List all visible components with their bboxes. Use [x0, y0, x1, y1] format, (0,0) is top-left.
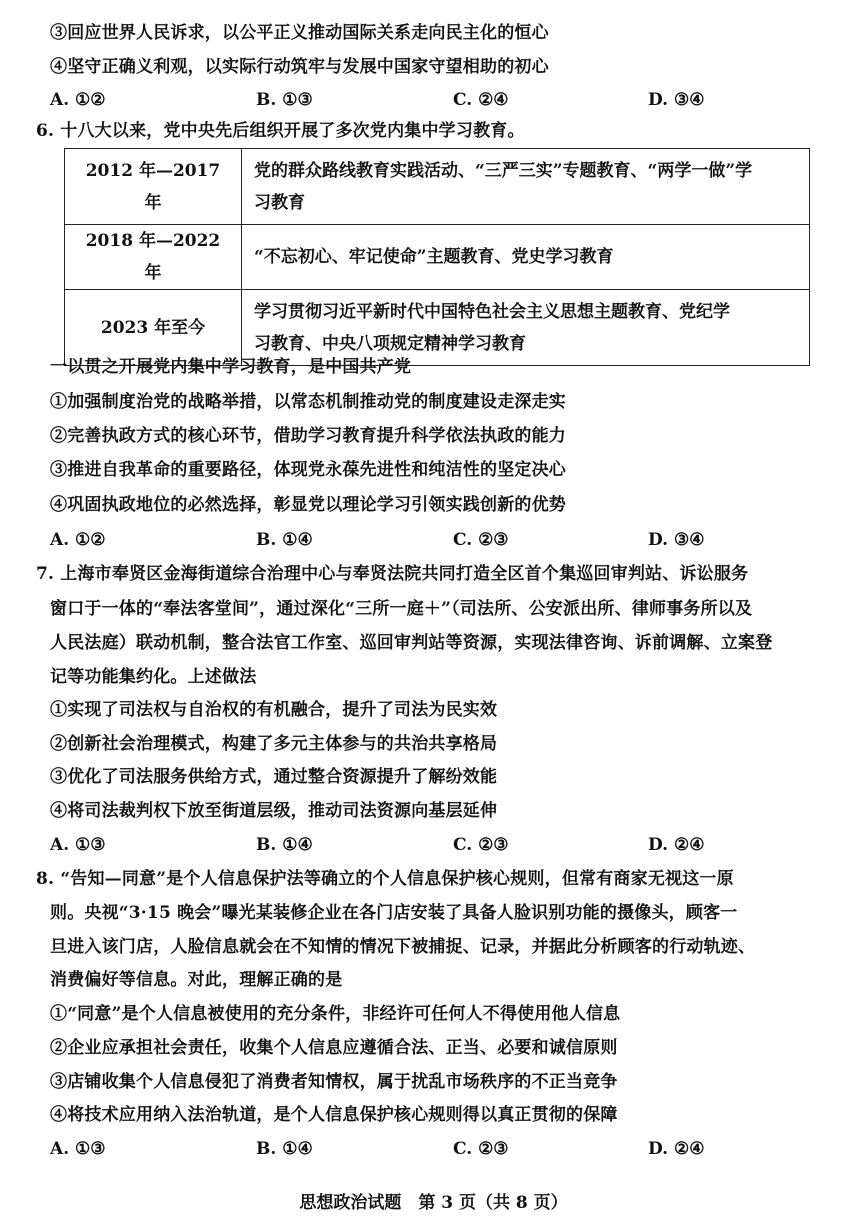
- q7-item-1: ①实现了司法权与自治权的有机融合，提升了司法为民实效: [50, 700, 498, 720]
- table-cell-period: 2012 年—2017 年: [65, 149, 242, 225]
- q5-item-4: ④坚守正确义利观，以实际行动筑牢与发展中国家守望相助的初心: [50, 57, 549, 77]
- q8-option-b[interactable]: B. ①④: [256, 1139, 313, 1159]
- q6-item-4: ④巩固执政地位的必然选择，彰显党以理论学习引领实践创新的优势: [50, 495, 566, 515]
- q8-item-2: ②企业应承担社会责任，收集个人信息应遵循合法、正当、必要和诚信原则: [50, 1038, 618, 1058]
- q7-option-d[interactable]: D. ②④: [648, 835, 705, 855]
- table-cell-line: “不忘初心、牢记使命”主题教育、党史学习教育: [254, 247, 614, 267]
- q7-item-3: ③优化了司法服务供给方式，通过整合资源提升了解纷效能: [50, 767, 498, 787]
- q7-stem-line-4: 记等功能集约化。上述做法: [50, 667, 257, 687]
- table-row: [65, 149, 810, 225]
- q7-option-c[interactable]: C. ②③: [453, 835, 509, 855]
- q7-option-a[interactable]: A. ①③: [50, 835, 106, 855]
- q6-option-c[interactable]: C. ②③: [453, 530, 509, 550]
- q8-options: [50, 1137, 810, 1161]
- q6-option-a[interactable]: A. ①②: [50, 530, 106, 550]
- table-cell-line: 习教育、中央八项规定精神学习教育: [254, 333, 526, 354]
- q5-option-b[interactable]: B. ①③: [256, 90, 313, 110]
- table-cell-line: 学习贯彻习近平新时代中国特色社会主义思想主题教育、党纪学: [254, 301, 730, 322]
- q7-option-b[interactable]: B. ①④: [256, 835, 313, 855]
- q8-item-1: ①“同意”是个人信息被使用的充分条件，非经许可任何人不得使用他人信息: [50, 1004, 621, 1024]
- q6-options: [50, 528, 810, 552]
- q6-item-1: ①加强制度治党的战略举措，以常态机制推动党的制度建设走深走实: [50, 392, 566, 412]
- q8-option-a[interactable]: A. ①③: [50, 1139, 106, 1159]
- q6-table: [64, 148, 810, 366]
- table-cell-line: 党的群众路线教育实践活动、“三严三实”专题教育、“两学一做”学: [254, 160, 753, 181]
- q5-options: [50, 88, 810, 112]
- q5-option-c[interactable]: C. ②④: [453, 90, 509, 110]
- q8-item-4: ④将技术应用纳入法治轨道，是个人信息保护核心规则得以真正贯彻的保障: [50, 1105, 618, 1125]
- q8-option-d[interactable]: D. ②④: [648, 1139, 705, 1159]
- q6-lead: 一以贯之开展党内集中学习教育，是中国共产党: [50, 357, 412, 377]
- q5-option-a[interactable]: A. ①②: [50, 90, 106, 110]
- q6-option-b[interactable]: B. ①④: [256, 530, 313, 550]
- q8-stem-line-3: 旦进入该门店，人脸信息就会在不知情的情况下被捕捉、记录，并据此分析顾客的行动轨迹、: [50, 937, 756, 957]
- q8-stem-line-4: 消费偏好等信息。对此，理解正确的是: [50, 970, 343, 990]
- page-footer: 思想政治试题 第 3 页（共 8 页）: [299, 1193, 568, 1213]
- q8-option-c[interactable]: C. ②③: [453, 1139, 509, 1159]
- q6-item-3: ③推进自我革命的重要路径，体现党永葆先进性和纯洁性的坚定决心: [50, 460, 566, 480]
- q5-option-d[interactable]: D. ③④: [648, 90, 705, 110]
- q6-stem: 6. 十八大以来，党中央先后组织开展了多次党内集中学习教育。: [36, 121, 525, 141]
- table-cell-period: 2018 年—2022 年: [65, 225, 242, 290]
- q7-stem-line-3: 人民法庭）联动机制，整合法官工作室、巡回审判站等资源，实现法律咨询、诉前调解、立案登: [50, 633, 773, 653]
- q8-stem-line-1: 8. “告知—同意”是个人信息保护法等确立的个人信息保护核心规则，但常有商家无视这一原: [36, 869, 734, 889]
- q6-option-d[interactable]: D. ③④: [648, 530, 705, 550]
- q7-stem-line-2: 窗口于一体的“奉法客堂间”，通过深化“三所一庭＋”（司法所、公安派出所、律师事务所以及: [50, 599, 753, 619]
- table-cell-content: [242, 225, 810, 290]
- q7-stem-line-1: 7. 上海市奉贤区金海街道综合治理中心与奉贤法院共同打造全区首个集巡回审判站、诉讼服务: [36, 564, 749, 584]
- table-cell-line: 习教育: [254, 192, 305, 213]
- table-row: [65, 225, 810, 290]
- q5-item-3: ③回应世界人民诉求，以公平正义推动国际关系走向民主化的恒心: [50, 23, 549, 43]
- table-cell-period: 2023 年至今: [65, 290, 242, 366]
- q7-item-2: ②创新社会治理模式，构建了多元主体参与的共治共享格局: [50, 734, 498, 754]
- q6-item-2: ②完善执政方式的核心环节，借助学习教育提升科学依法执政的能力: [50, 426, 566, 446]
- q8-stem-line-2: 则。央视“3·15 晚会”曝光某装修企业在各门店安装了具备人脸识别功能的摄像头，顾客一: [50, 903, 738, 923]
- q7-item-4: ④将司法裁判权下放至街道层级，推动司法资源向基层延伸: [50, 801, 498, 821]
- q7-options: [50, 833, 810, 857]
- table-cell-content: [242, 149, 810, 225]
- q8-item-3: ③店铺收集个人信息侵犯了消费者知情权，属于扰乱市场秩序的不正当竞争: [50, 1072, 618, 1092]
